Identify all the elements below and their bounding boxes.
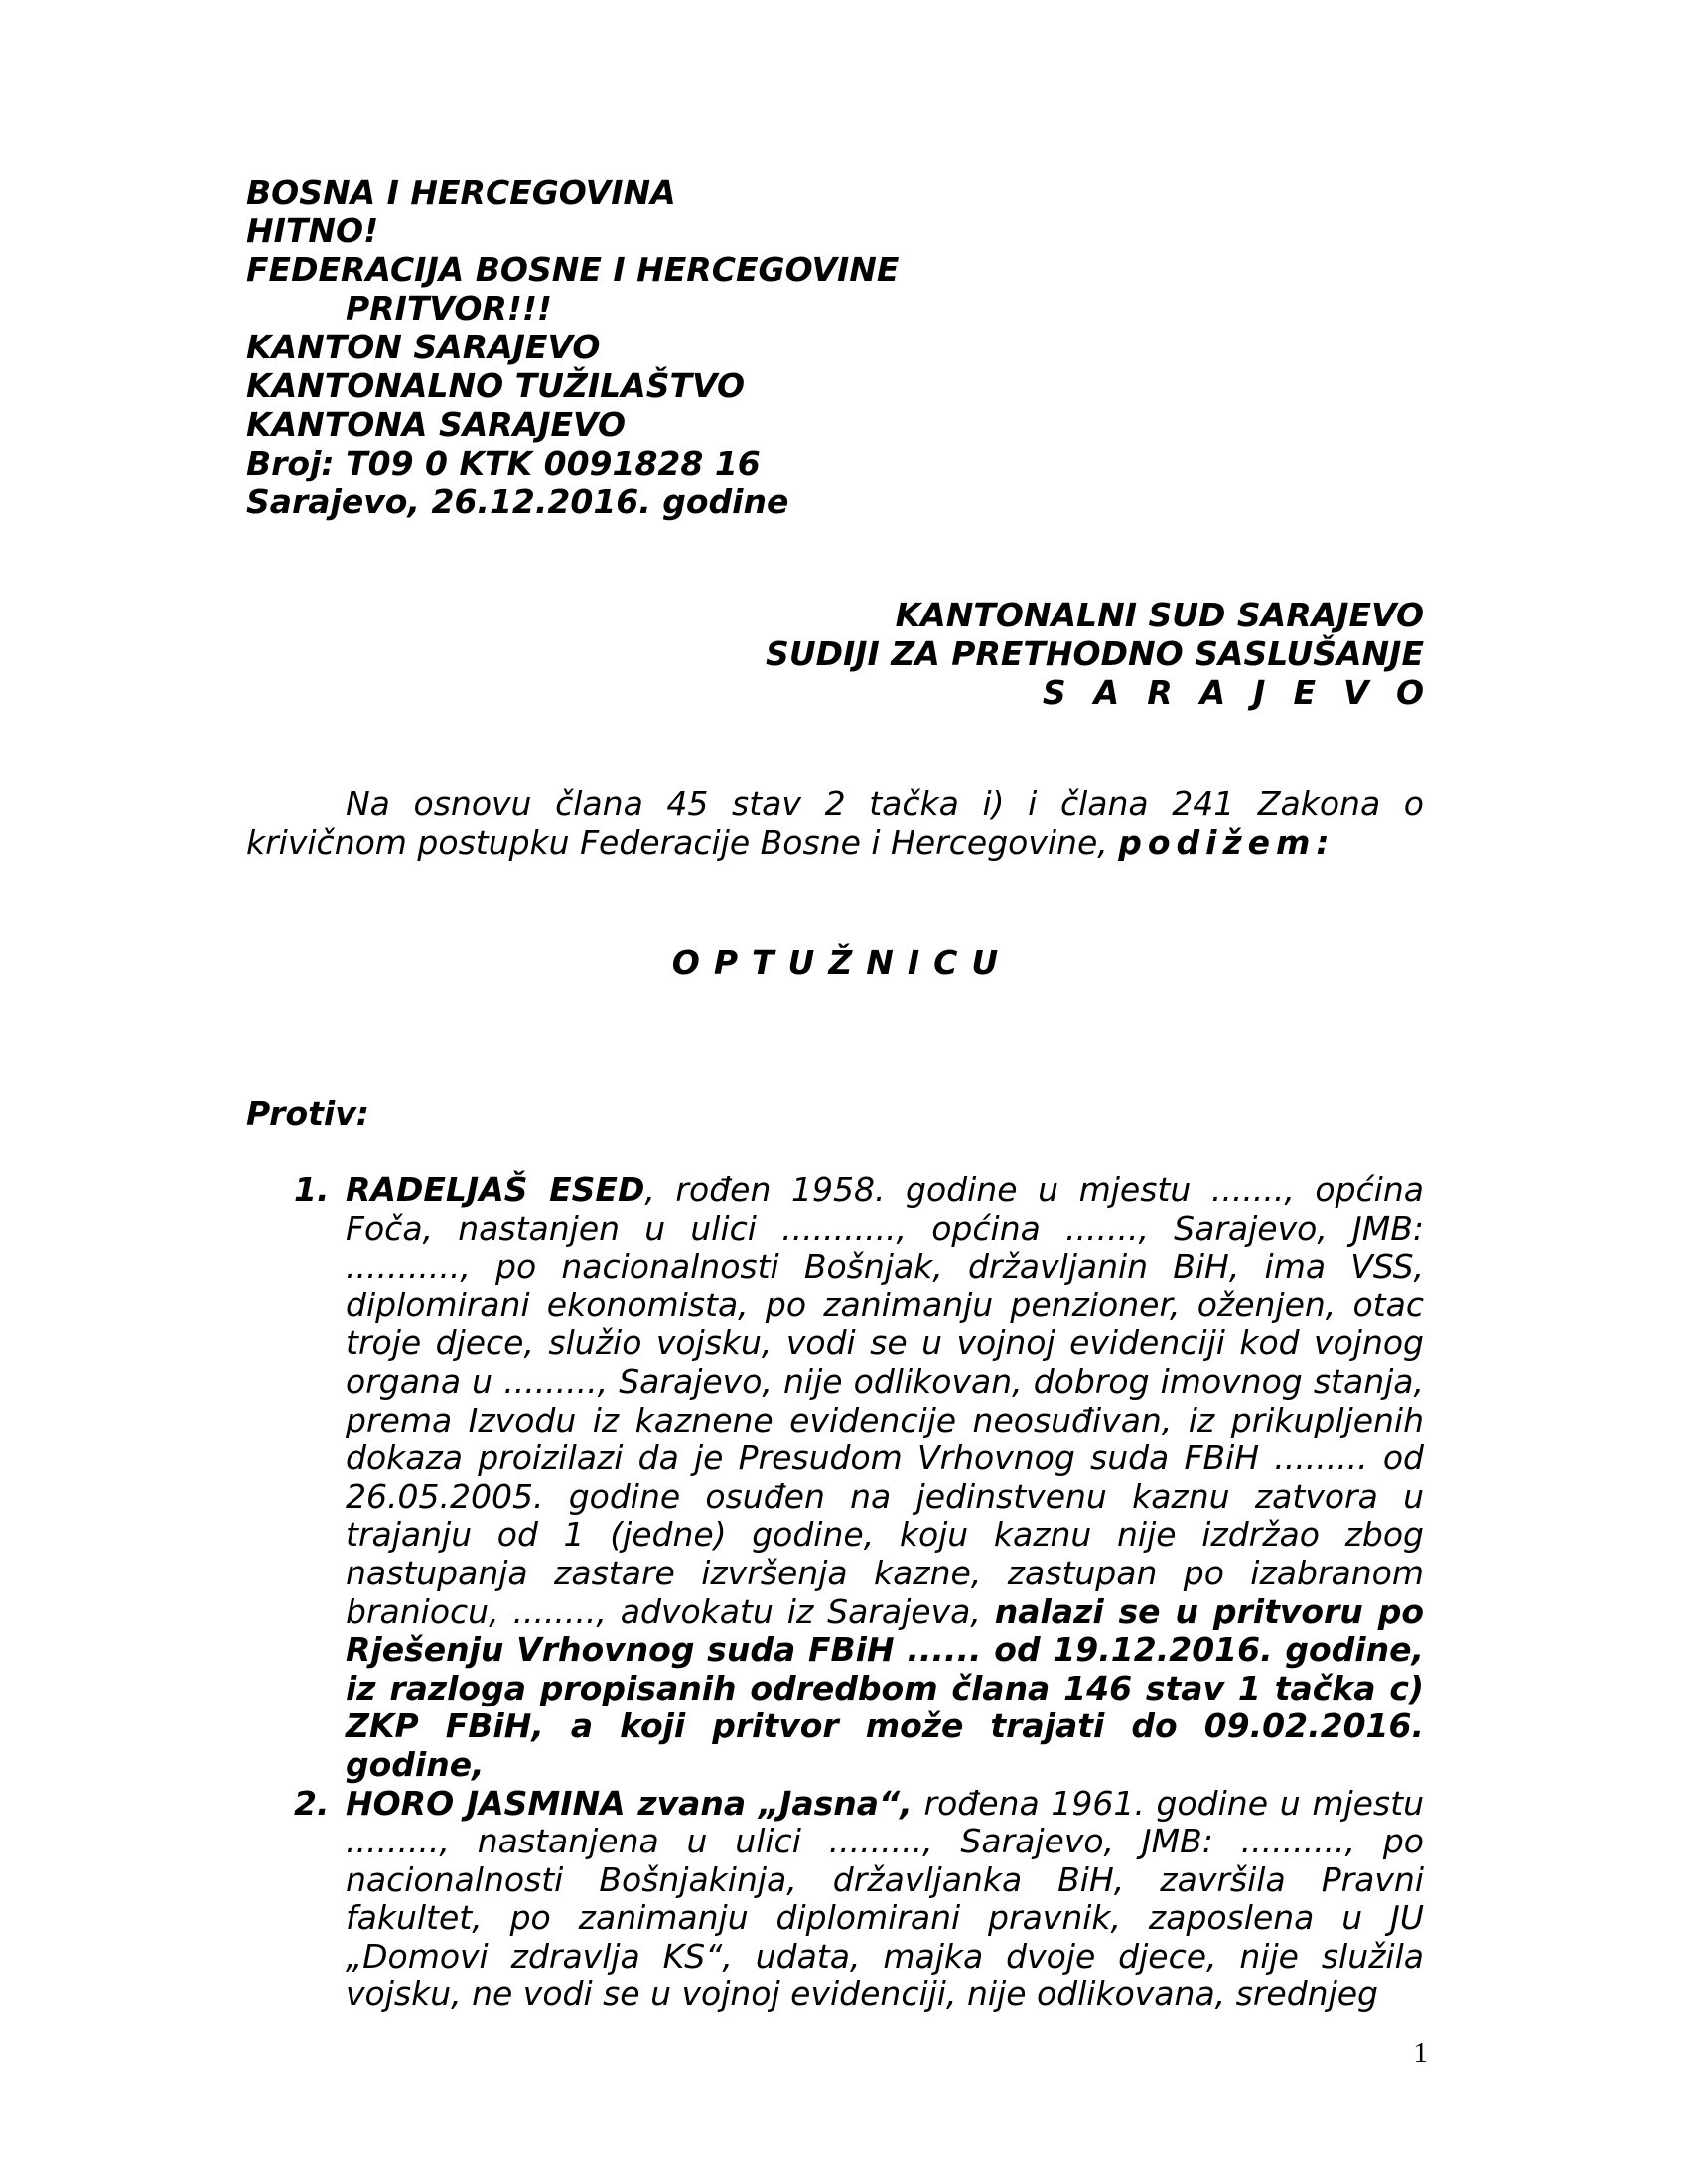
against-label: Protiv: [246,1094,369,1133]
intro-paragraph [246,784,1424,862]
page-number: 1 [1413,2037,1428,2069]
header-office: KANTONALNO TUŽILAŠTVO [246,366,746,405]
defendant-name: HORO JASMINA zvana „Jasna“, [346,1783,913,1823]
header-office-canton: KANTONA SARAJEVO [246,405,627,444]
addressee-judge: SUDIJI ZA PRETHODNO SASLUŠANJE [766,634,1424,673]
header-case-number: Broj: T09 0 KTK 0091828 16 [246,444,761,482]
defendant-number: 2. [294,1783,330,1823]
intro-action: podižem: [1118,823,1336,862]
defendant-details: , rođen 1958. godine u mjestu ......., općina Foča, nastanjen u ulici ..........., općina ......., Sarajevo, JMB: ..........., po nacionalnosti Bošnjak, državljanin BiH, ima VSS, diplomirani ekonomista, po zanimanju penzioner, oženjen, otac troje djece, služio vojsku, vodi se u vojnoj evidenciji kod vojnog organa u ........., Sarajevo, nije odlikovan, dobrog imovnog stanja, prema Izvodu iz kaznene evidencije neosuđivan, iz prikupljenih dokaza proizilazi da je Presudom Vrhovnog suda FBiH ......... od 26.05.2005. godine osuđen na jedinstvenu kaznu zatvora u trajanju od 1 (jedne) godine, koju kaznu nije izdržao zbog nastupanja zastare izvršenja kazne, zastupan po izabranom braniocu, ........, advokatu iz Sarajeva, [346,1170,1424,1631]
defendants-list [246,1171,1424,2014]
defendant-details: rođena 1961. godine u mjestu ........., nastanjena u ulici ........., Sarajevo, JMB: .........., po nacionalnosti Bošnjakinja, državljanka BiH, završila Pravni fakultet, po zanimanju diplomirani pravnik, zaposlena u JU „Domovi zdravlja KS“, udata, majka dvoje djece, nije služila vojsku, ne vodi se u vojnoj evidenciji, nije odlikovana, srednjeg [346,1783,1424,2014]
addressee-block [530,596,1452,712]
prosecutor-header [246,173,899,521]
header-date: Sarajevo, 26.12.2016. godine [246,482,789,521]
header-federation: FEDERACIJA BOSNE I HERCEGOVINE [246,250,900,289]
addressee-court: KANTONALNI SUD SARAJEVO [895,596,1424,634]
intro-text: Na osnovu člana 45 stav 2 tačka i) i člana 241 Zakona o krivičnom postupku Federacije Bosne i Hercegovine, [246,784,1424,862]
header-urgent: HITNO! [246,211,379,250]
defendant-number: 1. [294,1170,330,1209]
defendant-detention: nalazi se u pritvoru po Rješenju Vrhovnog suda FBiH ...... od 19.12.2016. godine, iz razloga propisanih odredbom člana 146 stav 1 tačka c) ZKP FBiH, a koji pritvor može trajati do 09.02.2016. godine, [346,1591,1425,1784]
defendant-name: RADELJAŠ ESED [346,1170,645,1209]
header-country: BOSNA I HERCEGOVINA [246,173,676,211]
defendant-item [246,1785,1424,2015]
header-detention-note: PRITVOR!!! [346,289,552,328]
addressee-city: SARAJEVO [1042,673,1452,712]
document-title: OPTUŽNICU [671,943,1013,982]
defendant-item [246,1171,1424,1785]
header-canton: KANTON SARAJEVO [246,328,601,366]
